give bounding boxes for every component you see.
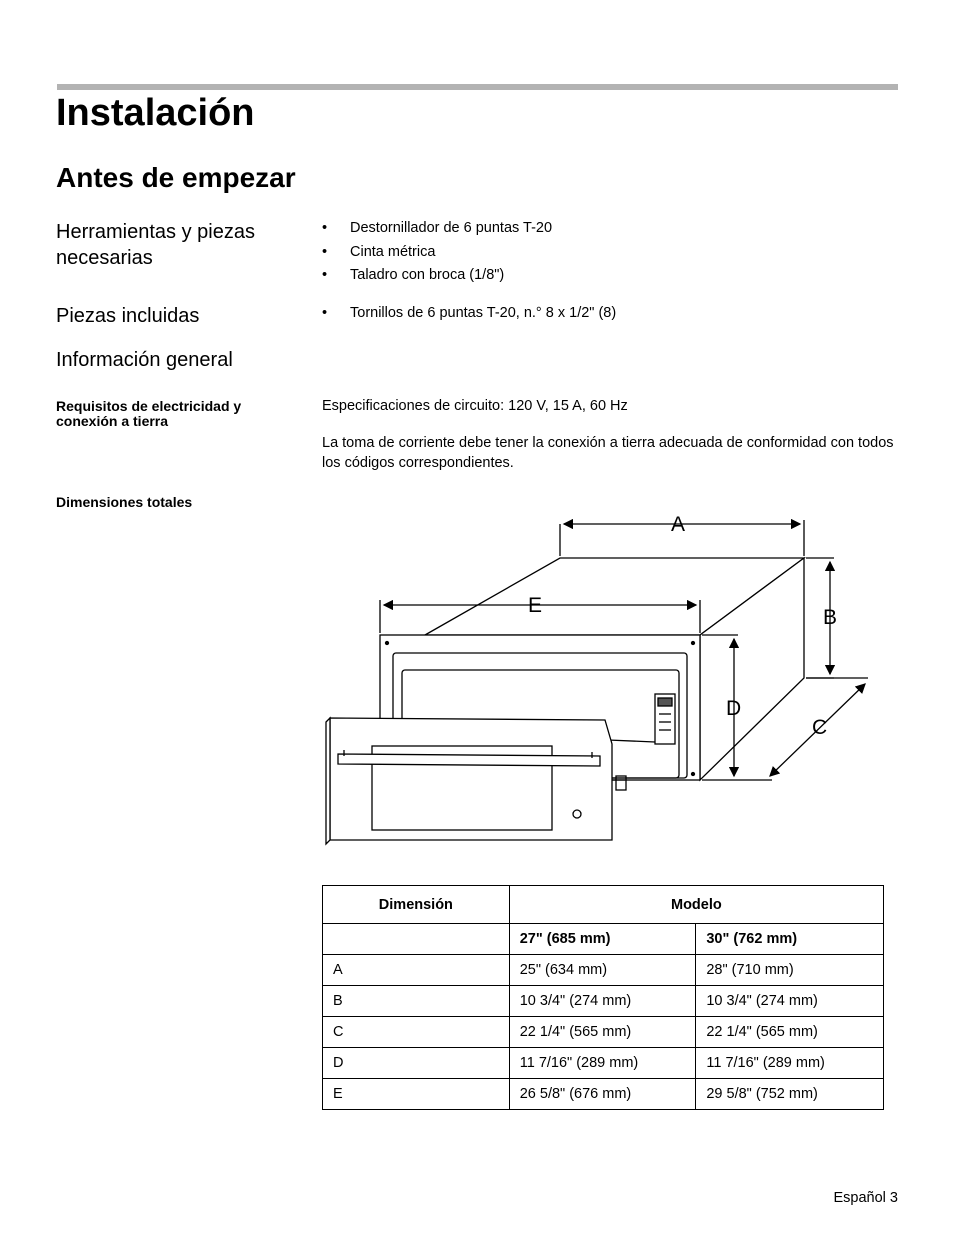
section-title: Antes de empezar [56,162,296,193]
table-subheader-row [323,924,884,955]
label-c: C [812,716,828,739]
dimensions-table [322,885,884,1110]
tools-heading: Herramientas y piezas necesarias [56,221,255,269]
page-footer: Español 3 [833,1190,898,1206]
table-cell: C [323,1017,510,1048]
table-header-row [323,886,884,924]
circuit-spec: Especificaciones de circuito: 120 V, 15 A, 60 Hz [322,398,628,414]
list-item: • Destornillador de 6 puntas T-20 [322,217,552,241]
table-cell: E [323,1079,510,1110]
table-cell: 22 1/4" (565 mm) [696,1017,884,1048]
page-title: Instalación [56,92,255,134]
label-d: D [726,697,742,720]
table-row [323,955,884,986]
tools-list [322,217,552,288]
table-cell: 26 5/8" (676 mm) [509,1079,696,1110]
table-row [323,1017,884,1048]
general-heading: Información general [56,349,233,371]
table-cell: D [323,1048,510,1079]
header-model: Modelo [509,886,883,924]
table-cell: 11 7/16" (289 mm) [509,1048,696,1079]
list-item: • Tornillos de 6 puntas T-20, n.° 8 x 1/2" (8) [322,302,616,326]
list-item: • Taladro con broca (1/8") [322,264,552,288]
table-cell: 28" (710 mm) [696,955,884,986]
table-cell: 25" (634 mm) [509,955,696,986]
table-row [323,1048,884,1079]
electrical-heading: Requisitos de electricidad y conexión a tierra [56,398,242,429]
table-row [323,1079,884,1110]
table-cell [323,924,510,955]
label-a: A [671,513,686,536]
table-cell: 11 7/16" (289 mm) [696,1048,884,1079]
table-cell: 10 3/4" (274 mm) [696,986,884,1017]
list-item: • Cinta métrica [322,241,552,265]
label-e: E [528,594,543,617]
table-cell: 22 1/4" (565 mm) [509,1017,696,1048]
appliance-dimension-diagram [320,510,880,855]
dimensions-heading: Dimensiones totales [56,494,193,510]
table-cell: 10 3/4" (274 mm) [509,986,696,1017]
header-dimension: Dimensión [323,886,510,924]
grounding-note: La toma de corriente debe tener la conexión a tierra adecuada de conformidad con todos los códigos correspondientes. [322,435,894,471]
included-heading: Piezas incluidas [56,305,200,327]
header-model-30: 30" (762 mm) [696,924,884,955]
label-b: B [823,606,838,629]
table-cell: 29 5/8" (752 mm) [696,1079,884,1110]
top-rule [57,84,898,90]
table-cell: B [323,986,510,1017]
table-row [323,986,884,1017]
included-list [322,302,616,326]
table-cell: A [323,955,510,986]
header-model-27: 27" (685 mm) [509,924,696,955]
